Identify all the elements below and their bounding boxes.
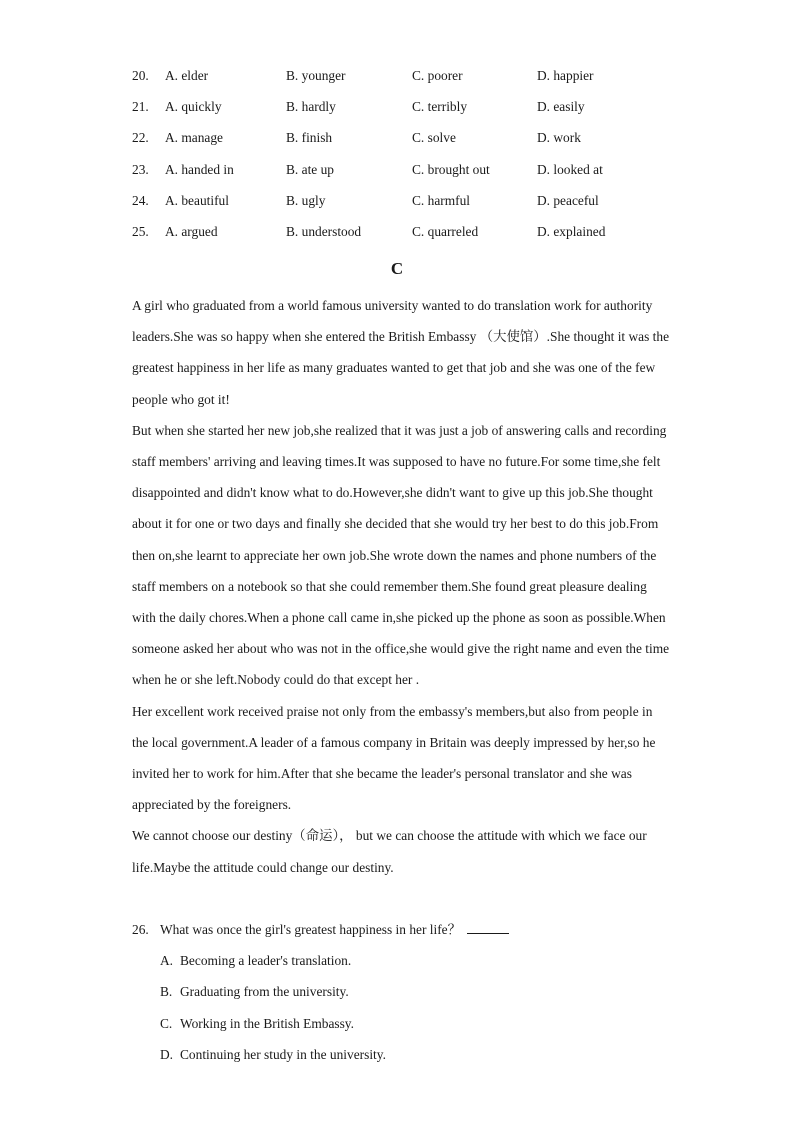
choice-text: Graduating from the university. — [180, 984, 349, 1000]
option-b: B. hardly — [286, 99, 336, 115]
choice-b[interactable] — [160, 976, 672, 1007]
options-table — [132, 62, 692, 249]
option-c: C. poorer — [412, 68, 463, 83]
option-row-25 — [132, 218, 692, 249]
choice-letter: D. — [160, 1046, 174, 1062]
option-b: B. finish — [286, 130, 333, 146]
question-number: 26. — [132, 922, 149, 937]
option-c: C. brought out — [412, 161, 490, 177]
option-d: D. peaceful — [537, 192, 599, 208]
reading-passage — [132, 290, 672, 883]
question-number: 22. — [132, 130, 149, 146]
answer-blank[interactable] — [467, 919, 509, 934]
option-row-24 — [132, 187, 692, 218]
option-d: D. explained — [537, 223, 606, 239]
option-b: B. ugly — [286, 192, 326, 208]
option-row-22 — [132, 124, 692, 155]
option-d: D. work — [537, 130, 581, 146]
option-a: A. quickly — [165, 99, 222, 115]
option-c: C. terribly — [412, 99, 468, 115]
option-row-20 — [132, 62, 692, 93]
question-number: 21. — [132, 99, 149, 115]
option-d: D. happier — [537, 68, 594, 83]
choice-text: Becoming a leader's translation. — [180, 953, 352, 969]
option-b: B. understood — [286, 223, 362, 239]
option-d: D. looked at — [537, 161, 603, 177]
choice-text: Continuing her study in the university. — [180, 1046, 386, 1062]
choice-c[interactable] — [160, 1008, 672, 1039]
option-a: A. argued — [165, 223, 218, 239]
option-a: A. handed in — [165, 161, 234, 177]
option-a: A. elder — [165, 68, 209, 83]
passage-paragraph: A girl who graduated from a world famous university wanted to do translation work for authority leaders.She was so happy when she entered the British Embassy （大使馆）.She thought it was the greatest happiness in her life as many graduates wanted to get that job and she was one of the few people who got it! — [132, 298, 670, 407]
section-heading: C — [390, 259, 404, 278]
passage-paragraph: Her excellent work received praise not only from the embassy's members,but also from people in the local government.A leader of a famous company in Britain was deeply impressed by her,so he invited her to work for him.After that she became the leader's personal translator and she was appreciated by the foreigners. — [132, 703, 656, 813]
option-c: C. quarreled — [412, 223, 479, 239]
question-number: 25. — [132, 223, 149, 239]
option-a: A. manage — [165, 130, 224, 146]
choice-letter: B. — [160, 984, 173, 1000]
option-d: D. easily — [537, 99, 585, 115]
choice-letter: A. — [160, 953, 174, 969]
choice-d[interactable] — [160, 1039, 672, 1070]
option-row-23 — [132, 156, 692, 187]
question-number: 23. — [132, 161, 149, 177]
option-b: B. ate up — [286, 161, 334, 177]
choice-a[interactable] — [160, 945, 672, 976]
choice-letter: C. — [160, 1015, 173, 1031]
question-text: What was once the girl's greatest happiness in her life？ — [160, 922, 462, 937]
option-a: A. beautiful — [165, 192, 229, 208]
passage-paragraph: We cannot choose our destiny（命运）， but we can choose the attitude with which we face our life.Maybe the attitude could change our destiny. — [132, 828, 647, 875]
question-number: 20. — [132, 68, 149, 83]
question-stem — [132, 914, 672, 945]
question-26 — [132, 914, 672, 1070]
option-c: C. solve — [412, 130, 456, 146]
choice-text: Working in the British Embassy. — [180, 1015, 354, 1031]
option-b: B. younger — [286, 68, 346, 83]
option-row-21 — [132, 93, 692, 124]
passage-paragraph: But when she started her new job,she realized that it was just a job of answering calls and recording staff members' arriving and leaving times.It was supposed to have no future.For some time,she felt disappointed and didn't know what to do.However,she didn't want to give up this job.She thought about it for one or two days and finally she decided that she would try her best to do this job.From then on,she learnt to appreciate her own job.She wrote down the names and phone numbers of the staff members on a notebook so that she could remember them.She found great pleasure dealing with the daily chores.When a phone call came in,she picked up the phone as soon as possible.When someone asked her about who was not in the office,she would give the right name and even the time when he or she left.Nobody could do that except her . — [132, 422, 670, 688]
option-c: C. harmful — [412, 192, 471, 208]
question-number: 24. — [132, 192, 149, 208]
